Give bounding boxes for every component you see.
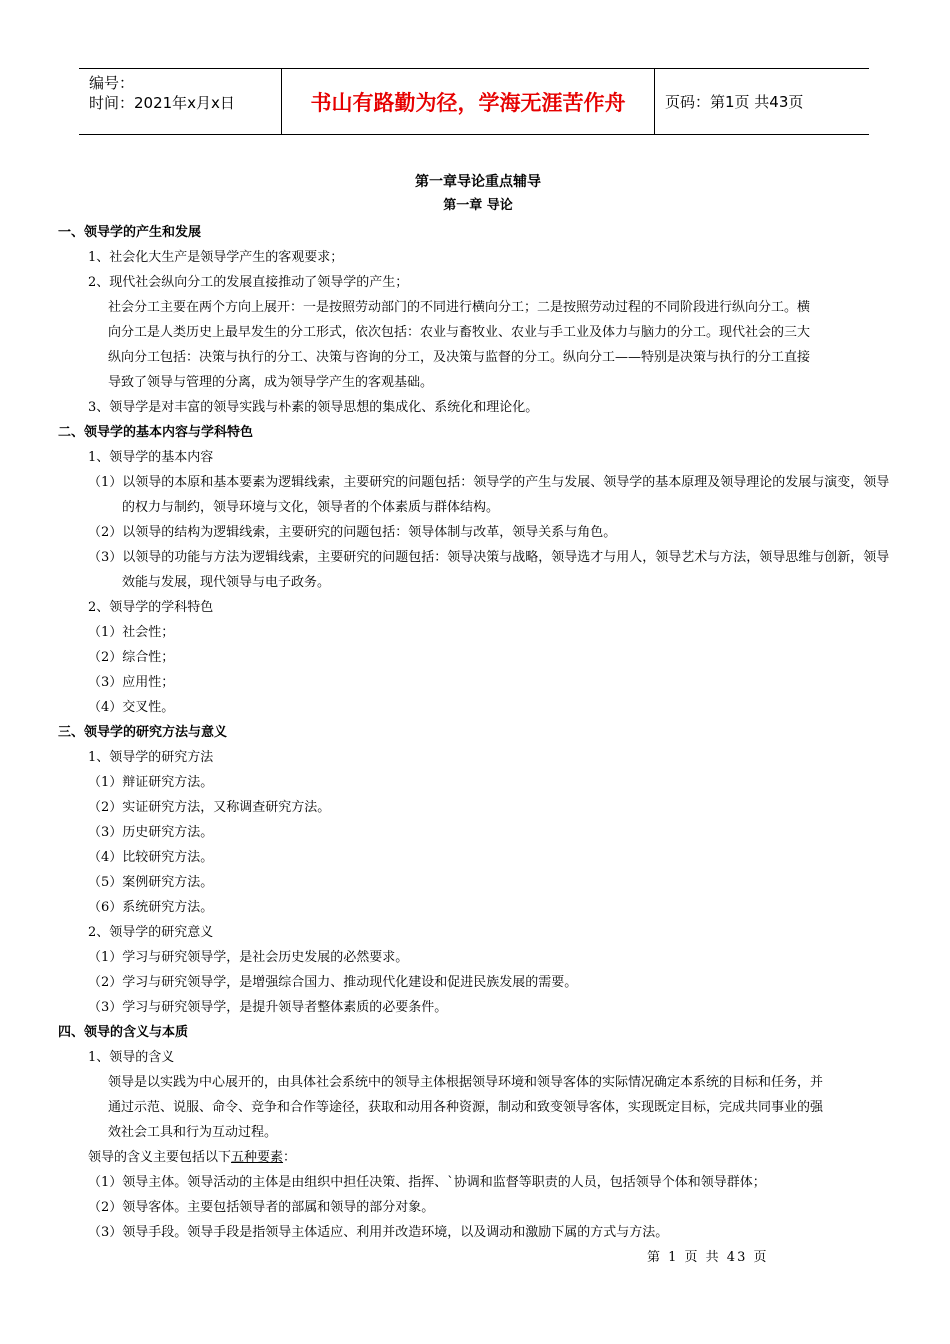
header-left-cell xyxy=(79,69,281,134)
five-elements-suffix: ： xyxy=(283,1150,297,1165)
list-item: 1、领导学的研究方法 xyxy=(88,750,214,765)
list-item: 1、社会化大生产是领导学产生的客观要求； xyxy=(88,250,344,265)
five-elements-intro xyxy=(58,1145,898,1170)
list-item: 3、领导学是对丰富的领导实践与朴素的领导思想的集成化、系统化和理论化。 xyxy=(88,400,539,415)
paragraph-line: 通过示范、说服、命令、竞争和合作等途径，获取和动用各种资源，制动和致变领导客体，实现既定目标，完成共同事业的强 xyxy=(108,1100,824,1115)
list-item: （5）案例研究方法。 xyxy=(88,875,214,890)
list-item: （2）以领导的结构为逻辑线索，主要研究的问题包括：领导体制与改革，领导关系与角色。 xyxy=(88,525,617,540)
paragraph-line: 向分工是人类历史上最早发生的分工形式，依次包括：农业与畜牧业、农业与手工业及体力与脑力的分工。现代社会的三大 xyxy=(108,325,811,340)
section-heading-1: 一、领导学的产生和发展 xyxy=(58,225,202,240)
chapter-title: 第一章导论重点辅导 xyxy=(415,174,541,190)
list-item: （3）历史研究方法。 xyxy=(88,825,214,840)
paragraph-line: 纵向分工包括：决策与执行的分工、决策与咨询的分工，及决策与监督的分工。纵向分工——特别是决策与执行的分工直接 xyxy=(108,350,811,365)
list-item: （1）以领导的本原和基本要素为逻辑线索，主要研究的问题包括：领导学的产生与发展、领导学的基本原理及领导理论的发展与演变，领导的权力与制约，领导环境与文化，领导者的个体素质与群体结构。 xyxy=(88,475,890,515)
list-item: （1）学习与研究领导学，是社会历史发展的必然要求。 xyxy=(88,950,409,965)
document-time-label: 时间：2021年x月x日 xyxy=(89,94,235,112)
document-body xyxy=(58,170,898,1245)
list-item: （2）学习与研究领导学，是增强综合国力、推动现代化建设和促进民族发展的需要。 xyxy=(88,975,578,990)
section-heading-3: 三、领导学的研究方法与意义 xyxy=(58,725,228,740)
list-item: （1）辩证研究方法。 xyxy=(88,775,214,790)
list-item: 1、领导的含义 xyxy=(88,1050,175,1065)
section-heading-2: 二、领导学的基本内容与学科特色 xyxy=(58,425,254,440)
list-item: （3）学习与研究领导学，是提升领导者整体素质的必要条件。 xyxy=(88,1000,448,1015)
document-number-label: 编号： xyxy=(89,74,135,92)
list-item: （1）领导主体。领导活动的主体是由组织中担任决策、指挥、`协调和监督等职责的人员，包括领导个体和领导群体； xyxy=(88,1175,766,1190)
paragraph-line: 效社会工具和行为互动过程。 xyxy=(108,1125,278,1140)
list-item: （4）比较研究方法。 xyxy=(88,850,214,865)
list-item: （4）交叉性。 xyxy=(88,700,175,715)
list-item: （3）以领导的功能与方法为逻辑线索，主要研究的问题包括：领导决策与战略，领导选才与用人，领导艺术与方法，领导思维与创新，领导效能与发展，现代领导与电子政务。 xyxy=(88,550,890,590)
list-item: 1、领导学的基本内容 xyxy=(88,450,214,465)
chapter-subtitle: 第一章 导论 xyxy=(443,198,513,213)
header-motto: 书山有路勤为径，学海无涯苦作舟 xyxy=(281,69,655,134)
header-page-info: 页码：第1页 共43页 xyxy=(665,93,804,111)
five-elements-prefix: 领导的含义主要包括以下 xyxy=(88,1150,232,1165)
list-item: 2、领导学的研究意义 xyxy=(88,925,214,940)
list-item: （2）综合性； xyxy=(88,650,175,665)
page-footer: 第 1 页 共 43 页 xyxy=(647,1250,769,1265)
list-item: （3）应用性； xyxy=(88,675,175,690)
list-item: （6）系统研究方法。 xyxy=(88,900,214,915)
list-item: 2、现代社会纵向分工的发展直接推动了领导学的产生； xyxy=(88,275,409,290)
list-item: （2）领导客体。主要包括领导者的部属和领导的部分对象。 xyxy=(88,1200,435,1215)
paragraph-line: 领导是以实践为中心展开的，由具体社会系统中的领导主体根据领导环境和领导客体的实际情况确定本系统的目标和任务，并 xyxy=(108,1075,824,1090)
section-heading-4: 四、领导的含义与本质 xyxy=(58,1025,189,1040)
document-header xyxy=(79,68,869,135)
paragraph-line: 社会分工主要在两个方向上展开：一是按照劳动部门的不同进行横向分工；二是按照劳动过程的不同阶段进行纵向分工。横 xyxy=(108,300,811,315)
paragraph-line: 导致了领导与管理的分离，成为领导学产生的客观基础。 xyxy=(108,375,434,390)
list-item: 2、领导学的学科特色 xyxy=(88,600,214,615)
list-item: （2）实证研究方法，又称调查研究方法。 xyxy=(88,800,331,815)
list-item: （3）领导手段。领导手段是指领导主体适应、利用并改造环境，以及调动和激励下属的方式与方法。 xyxy=(88,1225,669,1240)
list-item: （1）社会性； xyxy=(88,625,175,640)
five-elements-underlined: 五种要素 xyxy=(231,1150,284,1165)
